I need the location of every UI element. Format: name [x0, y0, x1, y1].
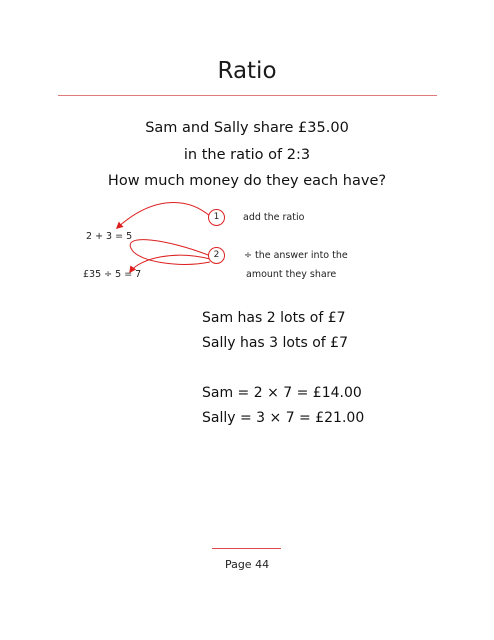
step-1-text: add the ratio	[243, 212, 305, 223]
problem-line-2: in the ratio of 2:3	[183, 147, 311, 163]
arrow-step-2-top	[130, 240, 210, 265]
divide-equation: £35 ÷ 5 = 7	[83, 269, 142, 280]
problem-line-1: Sam and Sally share £35.00	[145, 120, 349, 136]
step-2-text-2: amount they share	[246, 269, 337, 280]
page-number: Page 44	[224, 558, 270, 571]
sally-answer: Sally = 3 × 7 = £21.00	[202, 410, 365, 426]
step-2-text-1: ÷ the answer into the	[244, 250, 348, 261]
step-2-marker: 2	[208, 247, 225, 264]
problem-line-3: How much money do they each have?	[107, 173, 387, 189]
footer-divider	[212, 548, 281, 549]
arrow-step-1	[117, 202, 210, 228]
sum-equation: 2 + 3 = 5	[86, 231, 133, 242]
step-1-marker: 1	[208, 209, 225, 226]
sam-answer: Sam = 2 × 7 = £14.00	[202, 385, 362, 401]
page-title: Ratio	[217, 58, 277, 84]
sam-lots: Sam has 2 lots of £7	[202, 310, 346, 326]
sally-lots: Sally has 3 lots of £7	[202, 335, 348, 351]
